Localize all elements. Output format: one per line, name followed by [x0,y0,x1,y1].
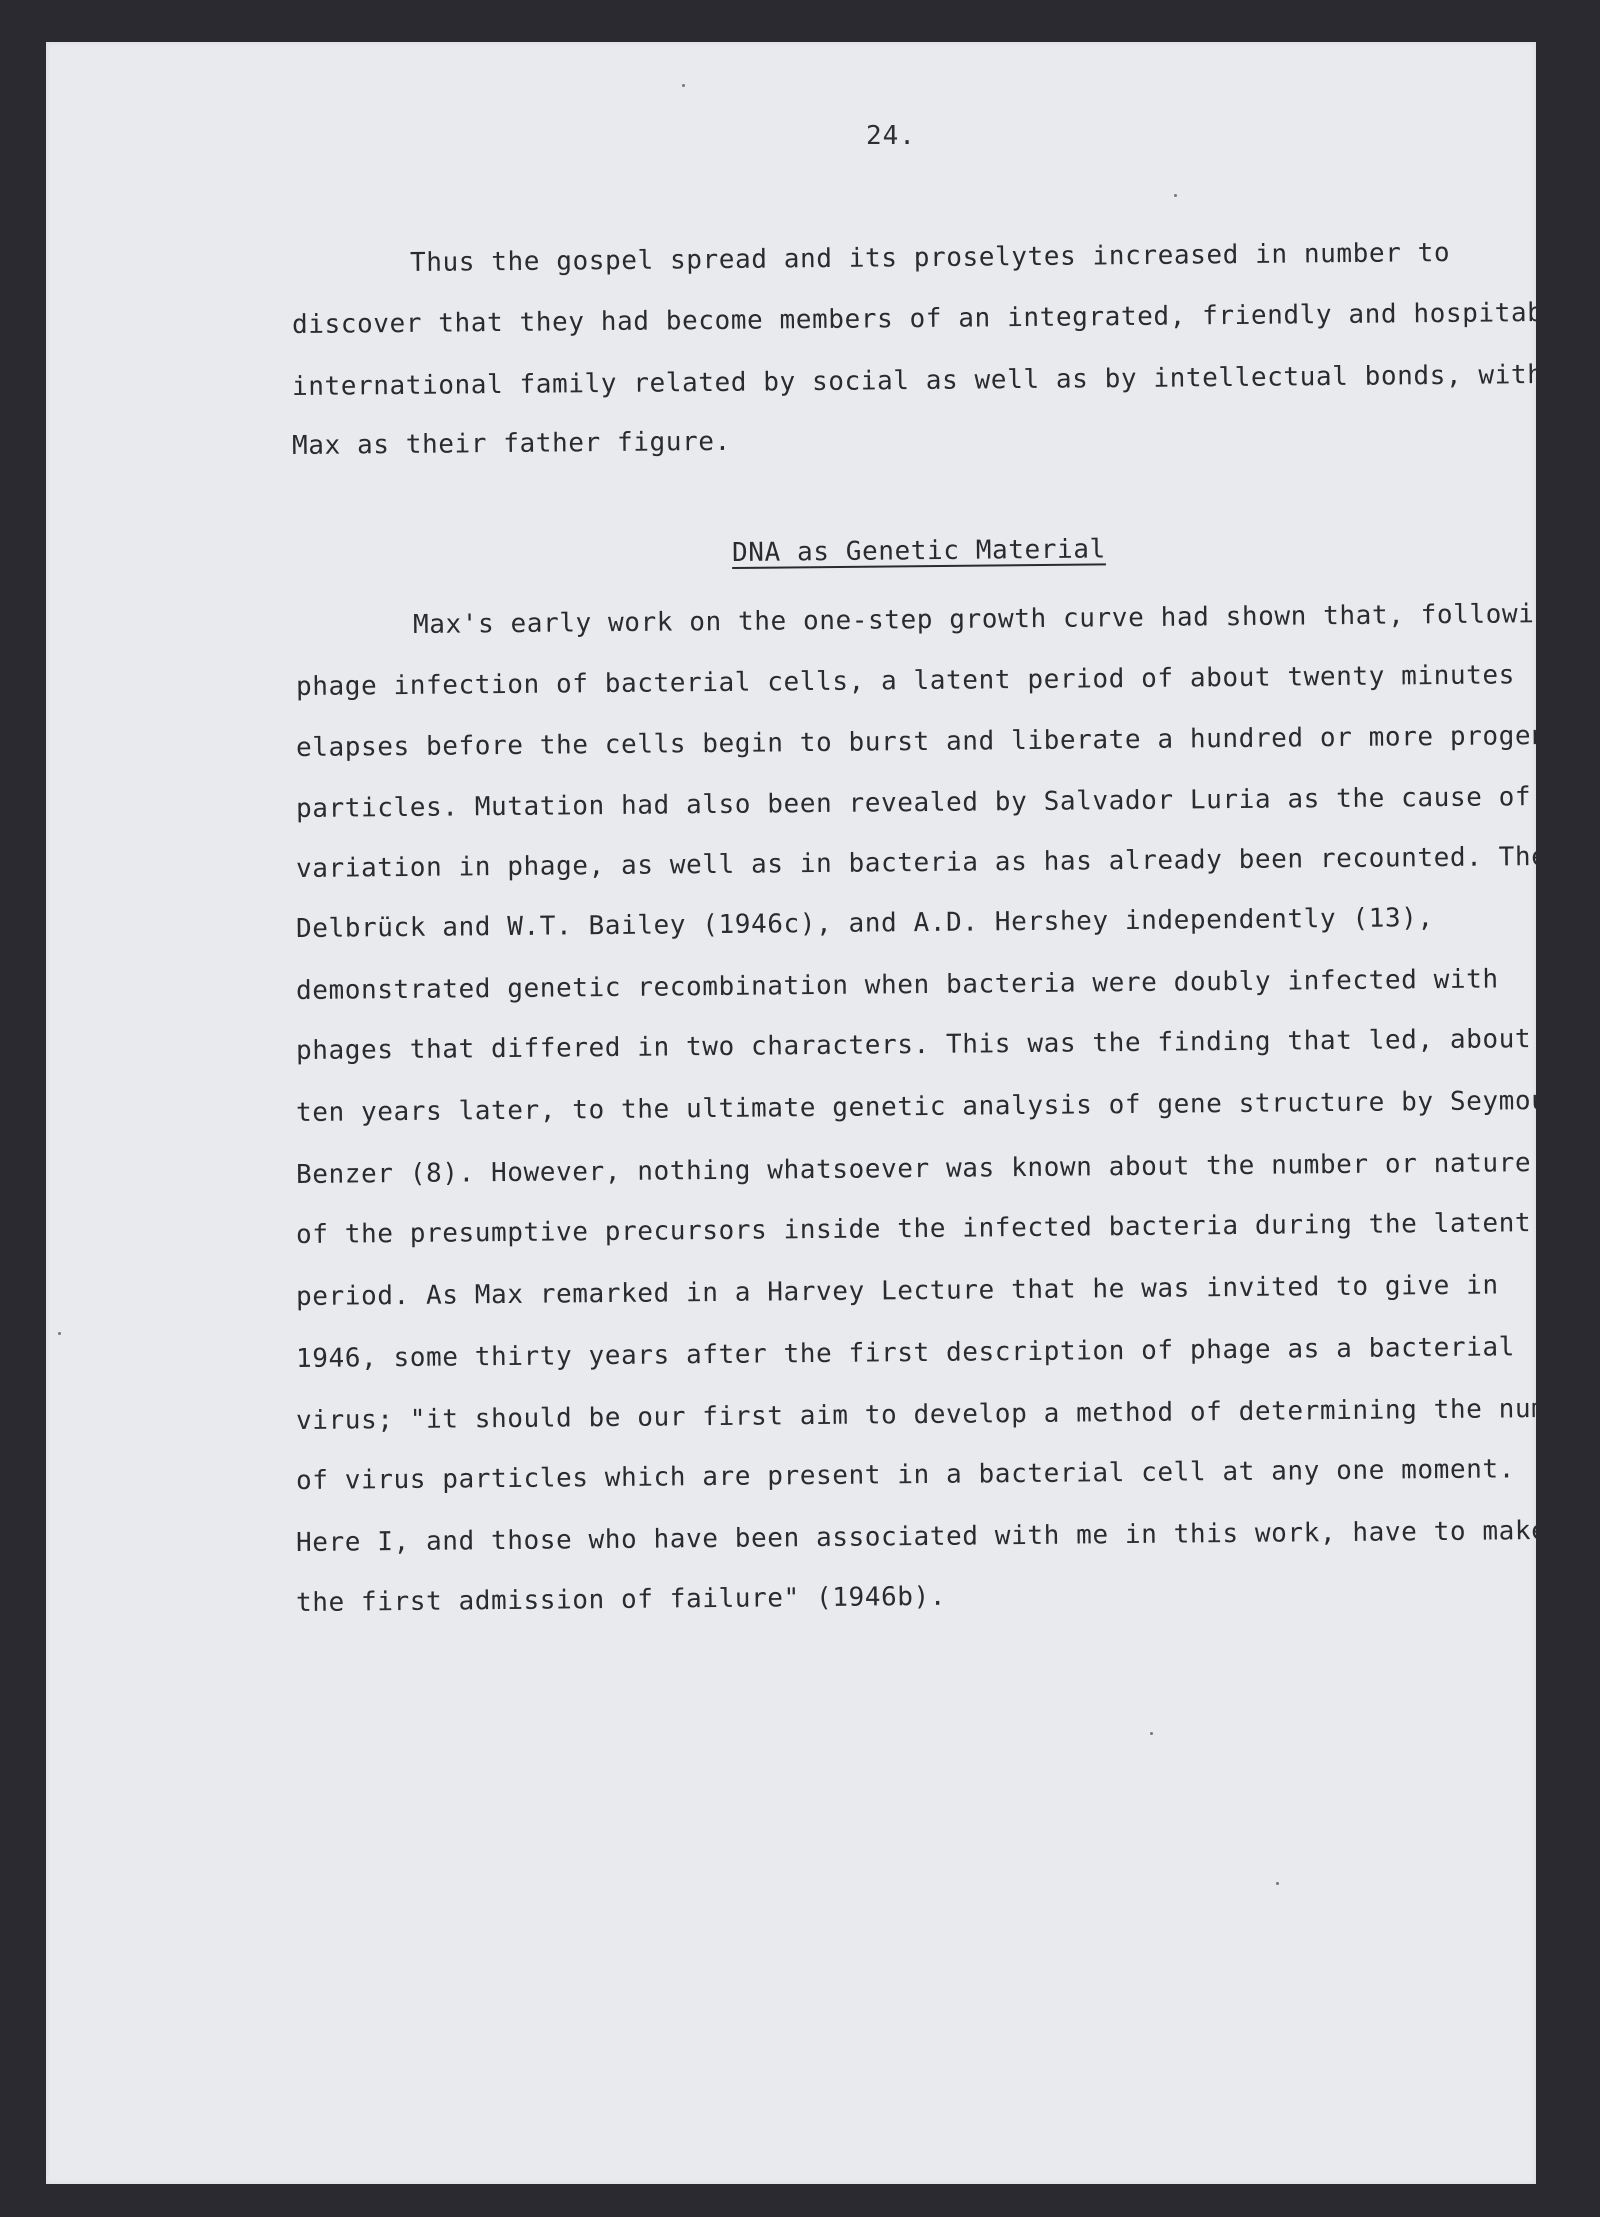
text-line: Thus the gospel spread and its proselytes increased in number to [409,238,1451,278]
text-line: period. As Max remarked in a Harvey Lecture that he was invited to give in [295,1270,1499,1312]
text-line: virus; "it should be our first aim to develop a method of determining the number [295,1393,1597,1436]
text-line: phages that differed in two characters. This was the finding that led, about [295,1024,1532,1066]
text-line: of the presumptive precursors inside the infected bacteria during the latent [295,1208,1532,1250]
text-line: variation in phage, as well as in bacteria as has already been recounted. Then [295,841,1564,884]
paper-speck [1276,1882,1279,1885]
section-heading: DNA as Genetic Material [731,534,1106,568]
paper-speck [1174,194,1177,197]
text-line: Benzer (8). However, nothing whatsoever was known about the number or nature [295,1148,1532,1190]
text-line: elapses before the cells begin to burst and liberate a hundred or more progeny [295,720,1564,763]
text-line: demonstrated genetic recombination when bacteria were doubly infected with [295,964,1499,1006]
paper-speck [58,1332,61,1335]
text-line: particles. Mutation had also been revealed by Salvador Luria as the cause of [295,782,1532,824]
text-line: Max as their father figure. [291,426,731,461]
text-line: of virus particles which are present in a bacterial cell at any one moment. [295,1454,1516,1496]
paper-speck [1150,1732,1153,1735]
page-number: 24. [866,121,916,151]
paragraph-dna [46,42,1597,2184]
text-line: discover that they had become members of an integrated, friendly and hospitable [291,297,1577,340]
text-line: Max's early work on the one-step growth curve had shown that, following [412,598,1568,640]
text-line: the first admission of failure" (1946b). [295,1581,947,1618]
text-line: 1946, some thirty years after the first description of phage as a bacterial [295,1332,1516,1374]
text-line: Delbrück and W.T. Bailey (1946c), and A.D. Hershey independently (13), [295,903,1434,944]
text-line: international family related by social as well as by intellectual bonds, with [291,359,1544,402]
text-line: ten years later, to the ultimate genetic analysis of gene structure by Seymour [295,1085,1564,1128]
paper-speck [682,84,685,87]
text-line: Here I, and those who have been associated with me in this work, have to make [295,1515,1548,1558]
document-page [46,42,1597,2184]
text-line: phage infection of bacterial cells, a latent period of about twenty minutes [295,660,1516,702]
